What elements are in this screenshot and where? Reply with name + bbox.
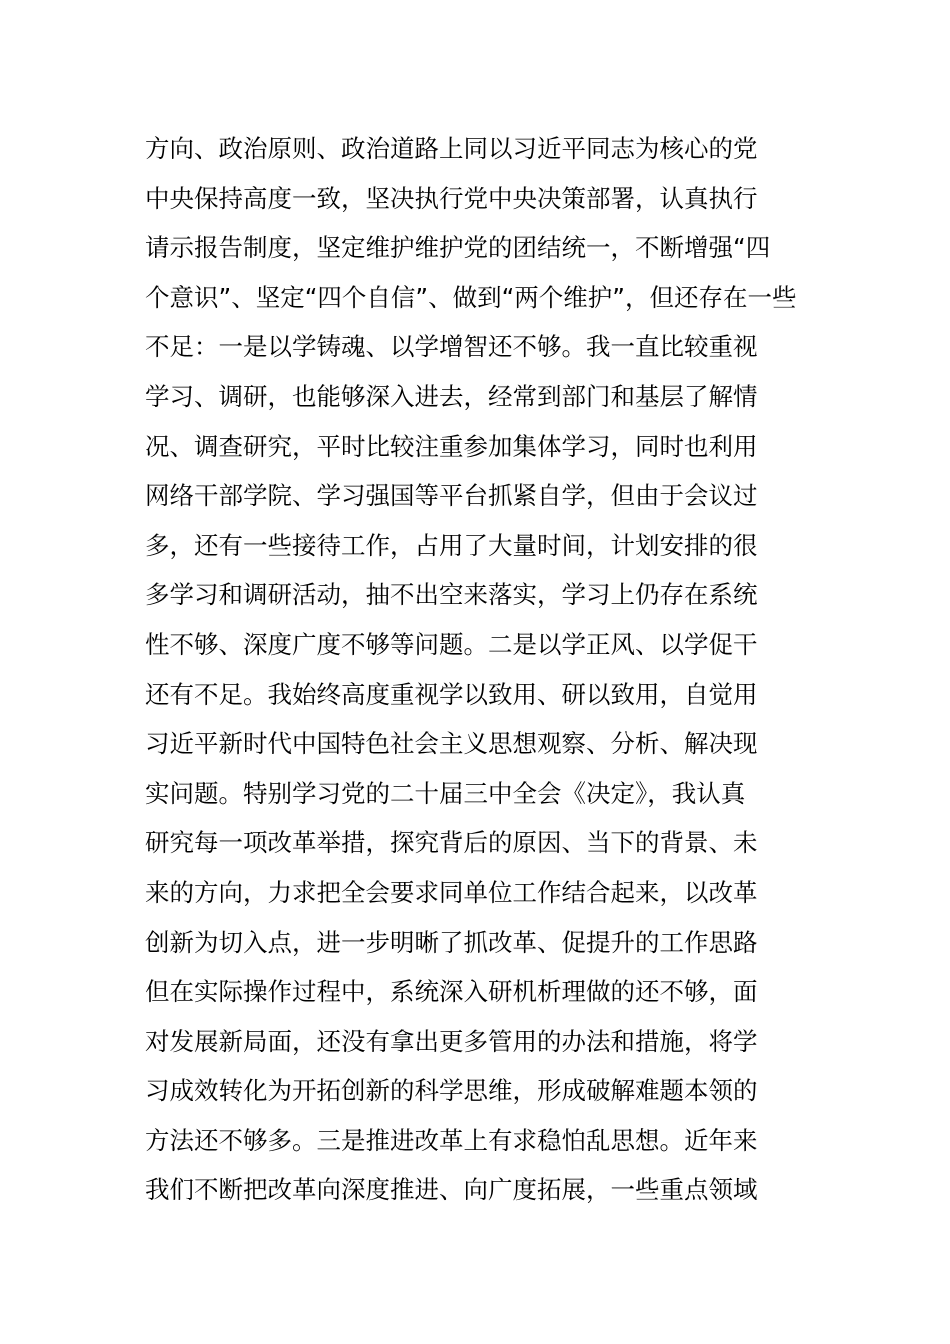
- text-line: 还有不足。我始终高度重视学以致用、研以致用，自觉用: [145, 679, 758, 709]
- text-line: 不足：一是以学铸魂、以学增智还不够。我一直比较重视: [145, 332, 758, 362]
- text-line: 多学习和调研活动，抽不出空来落实，学习上仍存在系统: [145, 580, 758, 610]
- text-line: 我们不断把改革向深度推进、向广度拓展，一些重点领域: [145, 1175, 758, 1205]
- text-line: 网络干部学院、学习强国等平台抓紧自学，但由于会议过: [145, 481, 758, 511]
- text-line: 实问题。特别学习党的二十届三中全会《决定》，我认真: [145, 778, 746, 808]
- body-paragraph: [145, 124, 815, 1215]
- text-line: 方法还不够多。三是推进改革上有求稳怕乱思想。近年来: [145, 1125, 758, 1155]
- text-line: 个意识”、坚定“四个自信”、做到“两个维护”，但还存在一些: [145, 282, 797, 312]
- text-line: 方向、政治原则、政治道路上同以习近平同志为核心的党: [145, 134, 758, 163]
- text-line: 研究每一项改革举措，探究背后的原因、当下的背景、未: [145, 828, 758, 858]
- text-line: 对发展新局面，还没有拿出更多管用的办法和措施，将学: [145, 1026, 758, 1056]
- text-line: 性不够、深度广度不够等问题。二是以学正风、以学促干: [145, 629, 758, 659]
- text-line: 中央保持高度一致，坚决执行党中央决策部署，认真执行: [145, 183, 758, 213]
- text-line: 多，还有一些接待工作，占用了大量时间，计划安排的很: [145, 530, 758, 560]
- text-line: 习近平新时代中国特色社会主义思想观察、分析、解决现: [145, 729, 758, 759]
- text-line: 况、调查研究，平时比较注重参加集体学习，同时也利用: [145, 431, 758, 461]
- text-line: 但在实际操作过程中，系统深入研机析理做的还不够，面: [145, 977, 758, 1007]
- text-line: 请示报告制度，坚定维护维护党的团结统一，不断增强“四: [145, 233, 771, 263]
- text-line: 习成效转化为开拓创新的科学思维，形成破解难题本领的: [145, 1076, 758, 1106]
- text-line: 创新为切入点，进一步明晰了抓改革、促提升的工作思路: [145, 927, 758, 957]
- text-line: 来的方向，力求把全会要求同单位工作结合起来，以改革: [145, 877, 758, 907]
- text-line: 学习、调研，也能够深入进去，经常到部门和基层了解情: [145, 381, 758, 411]
